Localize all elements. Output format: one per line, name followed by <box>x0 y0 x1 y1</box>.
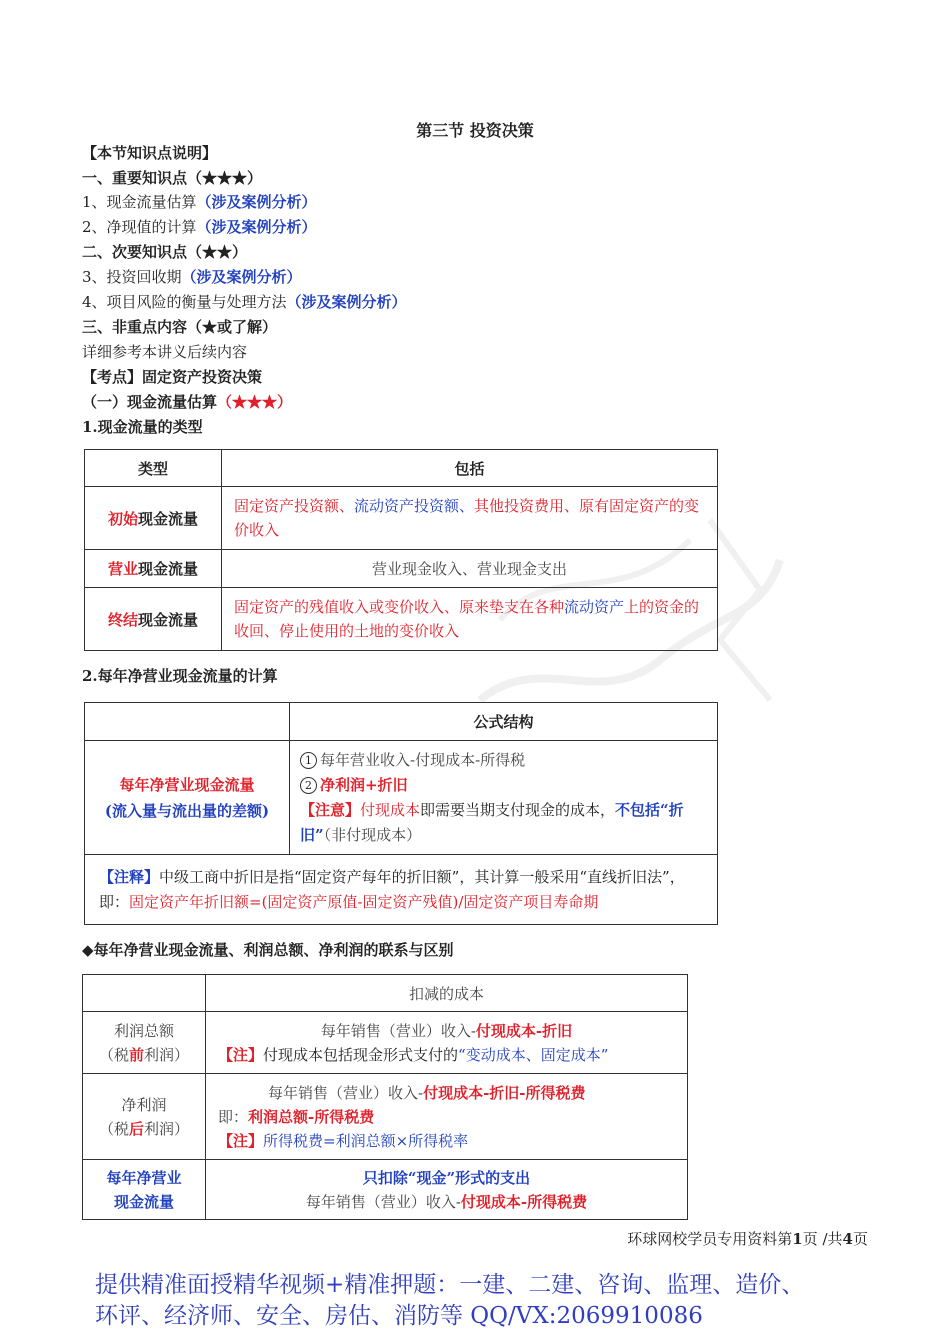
item-1-tag: （涉及案例分析） <box>196 193 317 211</box>
table-row <box>85 487 718 550</box>
row-net-cashflow-label: 每年净营业 现金流量 <box>83 1160 206 1220</box>
row-net-cashflow-content: 只扣除“现金”形式的支出 每年销售（营业）收入-付现成本-所得税费 <box>206 1160 688 1220</box>
item-2-tag: （涉及案例分析） <box>196 218 317 236</box>
row-profit-total-label: 利润总额 （税前利润） <box>83 1012 206 1074</box>
subsection-1-stars: （★★★） <box>217 393 293 411</box>
promo-line-1: 提供精准面授精华视频+精准押题：一建、二建、咨询、监理、造价、 <box>95 1272 805 1298</box>
table-row <box>83 1074 688 1160</box>
col-type: 类型 <box>85 450 222 487</box>
detail-ref: 详细参考本讲义后续内容 <box>82 343 248 361</box>
col-cost: 扣减的成本 <box>206 975 688 1012</box>
kaodian-heading: 【考点】固定资产投资决策 <box>82 368 263 386</box>
table-row <box>85 855 718 925</box>
empty-header-cell <box>83 975 206 1012</box>
row-operating-label: 营业现金流量 <box>85 550 222 588</box>
formula-1: 1 每年营业收入-付现成本-所得税 <box>300 748 707 773</box>
item-3-tag: （涉及案例分析） <box>181 268 302 286</box>
item-4 <box>82 292 407 312</box>
subsection-1-text: （一）现金流量估算 <box>82 393 218 411</box>
circle-2: 2 <box>300 777 317 794</box>
page-title: 第三节 投资决策 <box>416 121 534 140</box>
empty-header-cell <box>85 703 290 741</box>
table-row <box>83 1160 688 1220</box>
row-operating-content: 营业现金收入、营业现金支出 <box>222 550 718 588</box>
formula-note: 【注意】付现成本即需要当期支付现金的成本，不包括“折旧”（非付现成本） <box>300 800 684 844</box>
item-3 <box>82 267 302 287</box>
section-3-title: ◆每年净营业现金流量、利润总额、净利润的联系与区别 <box>82 941 454 959</box>
row-initial-content: 固定资产投资额、流动资产投资额、其他投资费用、原有固定资产的变价收入 <box>222 487 718 550</box>
net-cashflow-label: 每年净营业现金流量 (流入量与流出量的差额) <box>85 741 290 855</box>
row-initial-label: 初始现金流量 <box>85 487 222 550</box>
row-profit-total-content: 每年销售（营业）收入-付现成本-折旧 【注】付现成本包括现金形式支付的“变动成本、固定成本” <box>206 1012 688 1074</box>
promo-line-2: 环评、经济师、安全、房估、消防等 QQ/VX:2069910086 <box>95 1303 703 1329</box>
circle-1: 1 <box>300 752 317 769</box>
col-include: 包括 <box>222 450 718 487</box>
minor-heading: 二、次要知识点（★★） <box>82 243 248 261</box>
major-heading: 一、重要知识点（★★★） <box>82 169 263 187</box>
section-1-title: 1.现金流量的类型 <box>82 418 203 436</box>
subsection-1 <box>82 392 292 412</box>
item-1-text: 1、现金流量估算 <box>82 193 197 211</box>
table-header-row <box>85 450 718 487</box>
item-4-text: 4、项目风险的衡量与处理方法 <box>82 293 287 311</box>
row-terminal-label: 终结现金流量 <box>85 588 222 651</box>
formula-content <box>290 741 718 855</box>
table-header-row <box>83 975 688 1012</box>
formula-2: 2 净利润+折旧 <box>300 773 707 798</box>
item-3-text: 3、投资回收期 <box>82 268 182 286</box>
table-header-row <box>85 703 718 741</box>
row-net-profit-label: 净利润 （税后利润） <box>83 1074 206 1160</box>
page-footer: 环球网校学员专用资料第1页 /共4页 <box>627 1230 868 1248</box>
table-row <box>85 550 718 588</box>
cashflow-types-table <box>84 449 718 651</box>
table-row <box>85 741 718 855</box>
comparison-table <box>82 974 688 1220</box>
explanation-cell: 【注释】中级工商中折旧是指“固定资产每年的折旧额”，其计算一般采用“直线折旧法”，即：固定资产年折旧额=(固定资产原值-固定资产残值)/固定资产项目寿命期 <box>85 855 718 925</box>
table-row <box>83 1012 688 1074</box>
item-2-text: 2、净现值的计算 <box>82 218 197 236</box>
row-net-profit-content: 每年销售（营业）收入-付现成本-折旧-所得税费 即：利润总额-所得税费 【注】所得税费=利润总额×所得税率 <box>206 1074 688 1160</box>
col-formula: 公式结构 <box>290 703 718 741</box>
item-1 <box>82 192 317 212</box>
row-terminal-content: 固定资产的残值收入或变价收入、原来垫支在各种流动资产上的资金的收回、停止使用的土地的变价收入 <box>222 588 718 651</box>
nonkey-heading: 三、非重点内容（★或了解） <box>82 318 278 336</box>
item-2 <box>82 217 317 237</box>
table-row <box>85 588 718 651</box>
item-4-tag: （涉及案例分析） <box>286 293 407 311</box>
section-2-title: 2.每年净营业现金流量的计算 <box>82 667 278 685</box>
intro-header: 【本节知识点说明】 <box>82 144 218 162</box>
net-cashflow-table <box>84 702 718 925</box>
